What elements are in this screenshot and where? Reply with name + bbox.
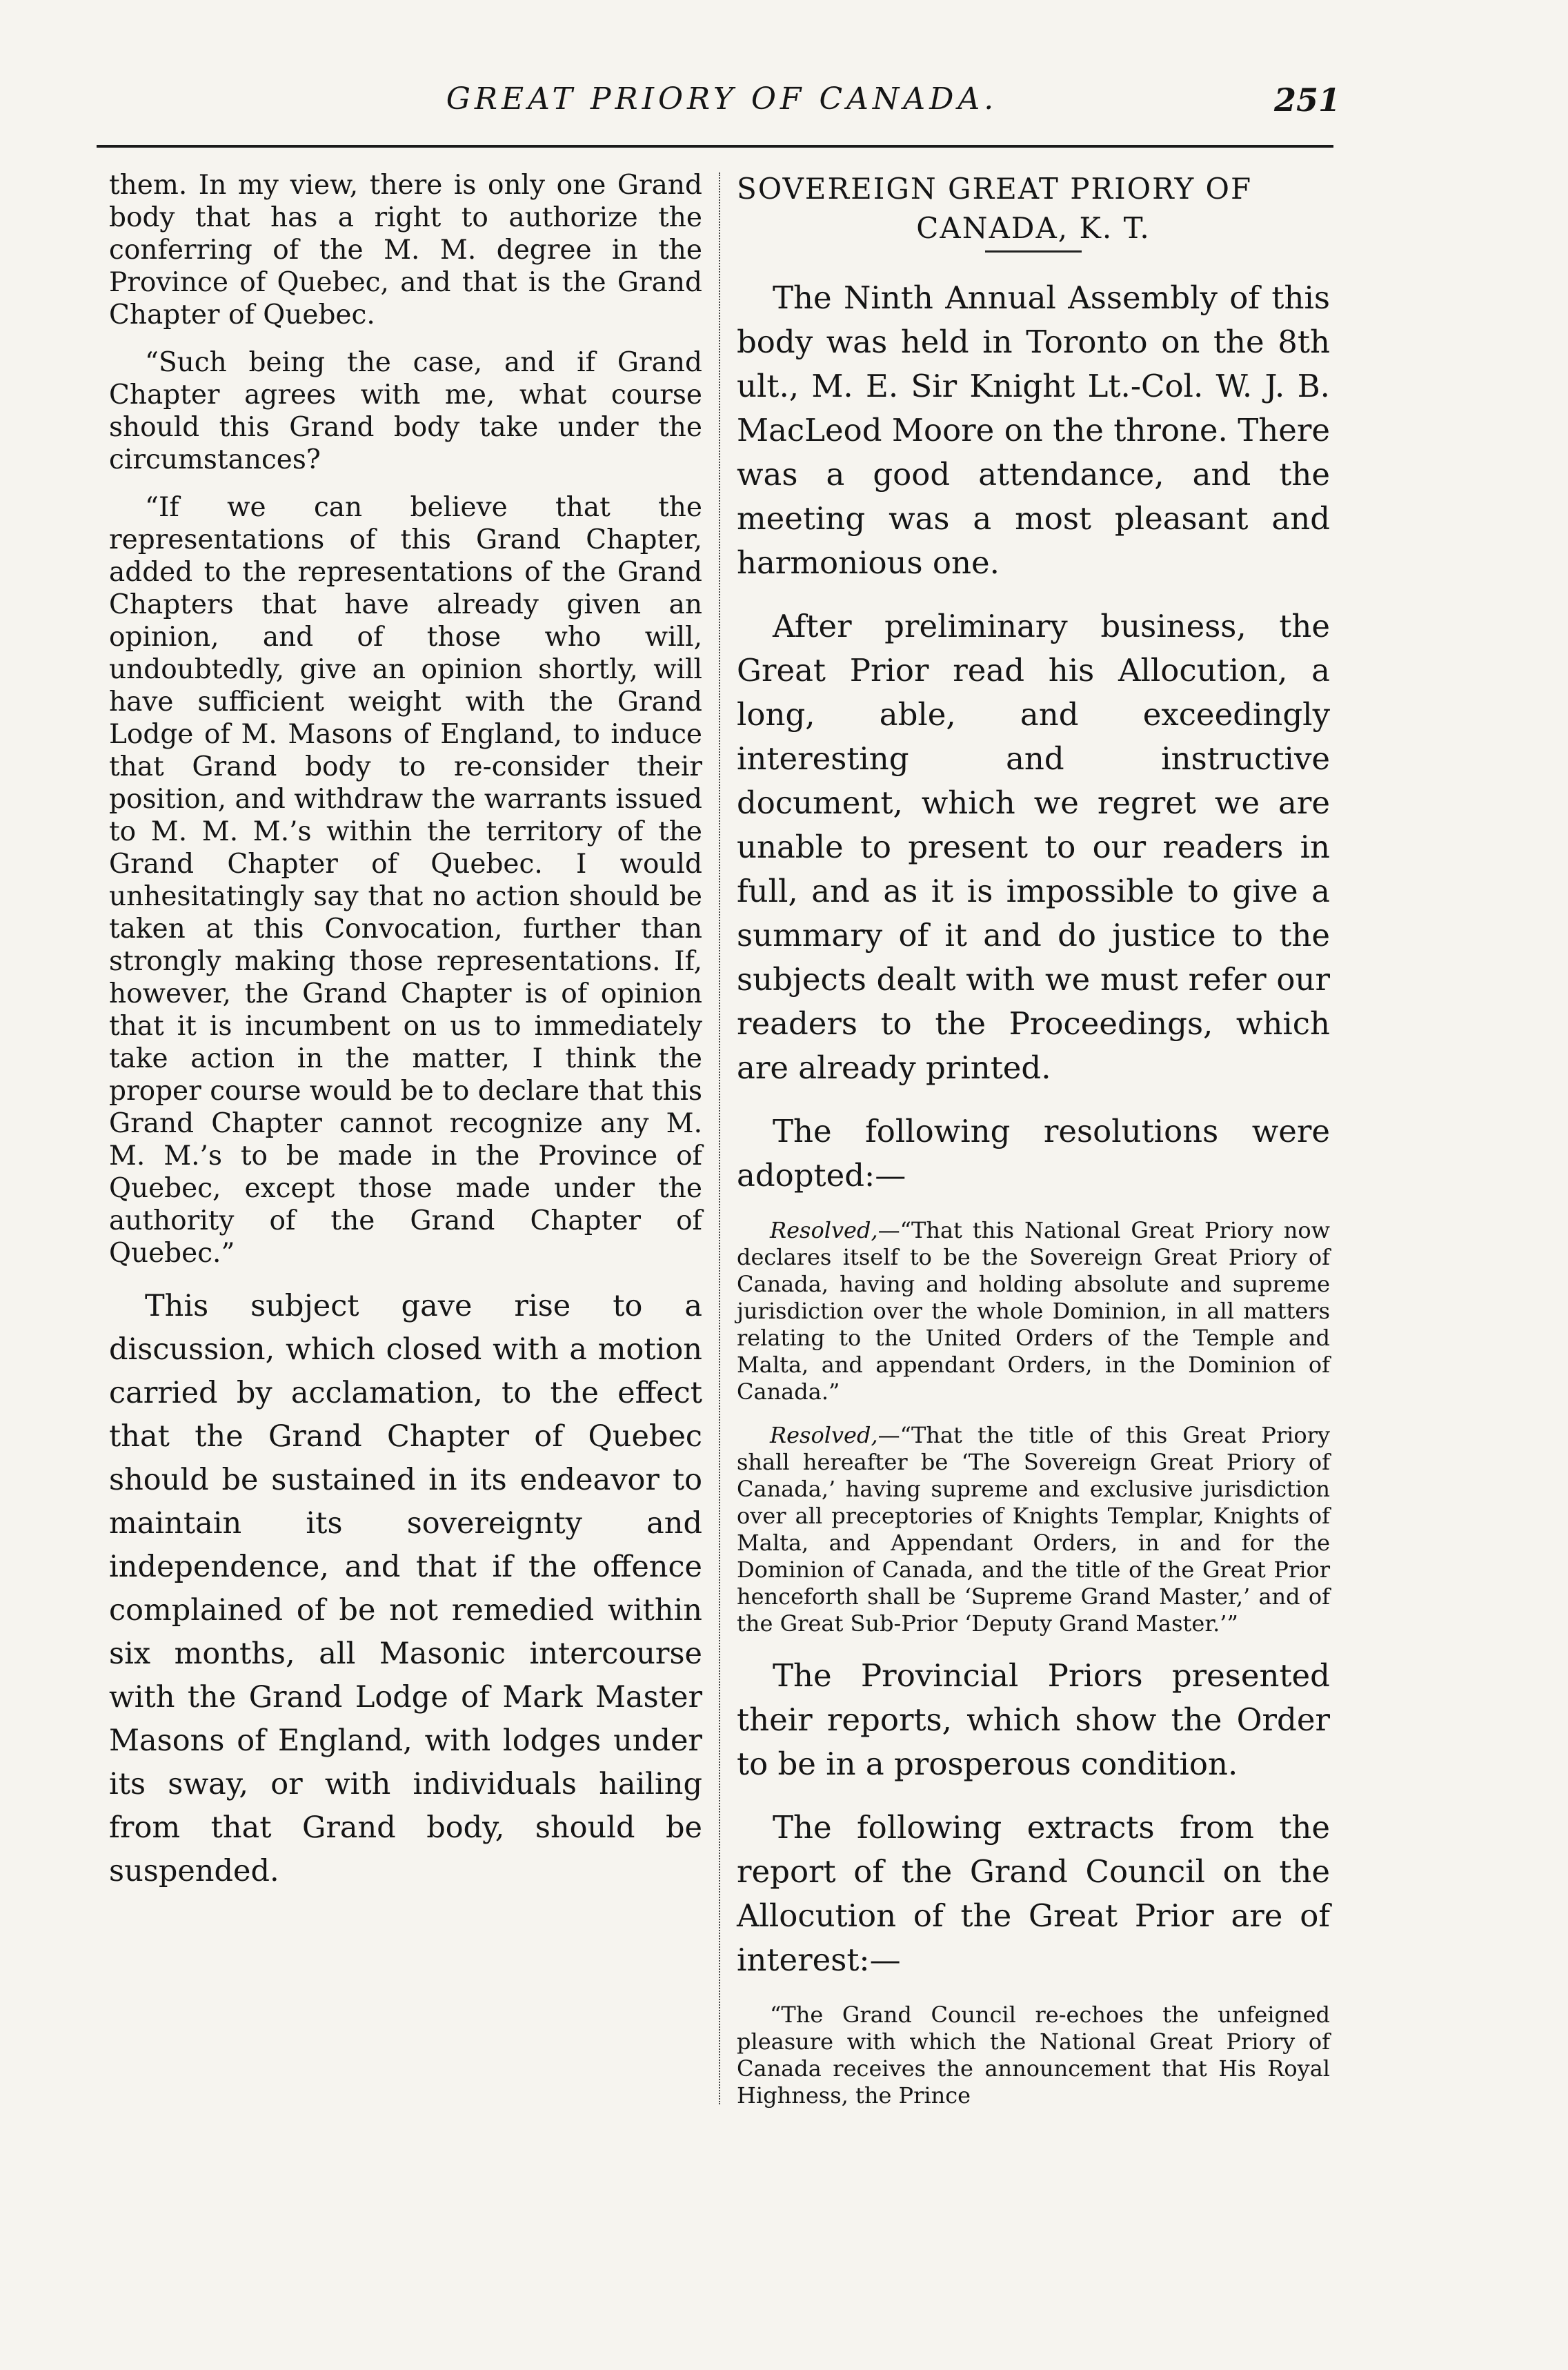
left-paragraph-1: them. In my view, there is only one Grand body that has a right to authorize the conferring of the M. M. degree in the Province of Quebec, and that is the Grand Chapter of Quebec.	[109, 170, 702, 330]
resolution-2	[737, 1422, 1330, 1637]
section-heading-line2: CANADA, K. T.	[916, 211, 1151, 245]
right-paragraph-3: The following resolutions were adopted:—	[737, 1113, 1330, 1194]
resolution-1-label: Resolved,	[770, 1217, 878, 1243]
left-paragraph-4: This subject gave rise to a discussion, which closed with a motion carried by acclamation, to the effect that the Grand Chapter of Quebec should be sustained in its endeavor to maintain its sovereignty and independence, and that if the offence complained of be not remedied within six months, all Masonic intercourse with the Grand Lodge of Mark Master Masons of England, with lodges under its sway, or with individuals hailing from that Grand body, should be suspended.	[109, 1289, 702, 1888]
resolution-1-text: —“That this National Great Priory now declares itself to be the Sovereign Great Priory of Canada, having and holding absolute and supreme jurisdiction over the whole Dominion, in all matters relating to the United Orders of the Temple and Malta, and appendant Orders, in the Dominion of Canada.”	[737, 1217, 1330, 1405]
right-body-2	[737, 1654, 1330, 1982]
header-rule	[97, 145, 1333, 148]
right-paragraph-1: The Ninth Annual Assembly of this body was held in Toronto on the 8th ult., M. E. Sir Knight Lt.-Col. W. J. B. MacLeod Moore on the throne. There was a good attendance, and the meeting was a most pleasant and harmonious one.	[737, 279, 1330, 581]
right-paragraph-2: After preliminary business, the Great Prior read his Allocution, a long, able, and exceedingly interesting and instructive document, which we regret we are unable to present to our readers in full, and as it is impossible to give a summary of it and do justice to the subjects dealt with we must refer our readers to the Proceedings, which are already printed.	[737, 608, 1330, 1086]
section-heading-line1: SOVEREIGN GREAT PRIORY OF	[737, 172, 1253, 206]
resolution-1	[737, 1217, 1330, 1405]
page-number: 251	[1273, 81, 1340, 119]
resolution-2-label: Resolved,	[770, 1422, 878, 1448]
right-body	[737, 276, 1330, 1198]
running-title: GREAT PRIORY OF CANADA.	[446, 81, 998, 117]
quoted-extract	[737, 2002, 1330, 2109]
quote-paragraph: “The Grand Council re-echoes the unfeigned pleasure with which the National Great Priory of Canada receives the announcement that His Royal Highness, the Prince	[737, 2002, 1330, 2109]
left-paragraph-3: “If we can believe that the representations of this Grand Chapter, added to the representations of the Grand Chapters that have already given an opinion, and of those who will, undoubtedly, give an opinion shortly, will have sufficient weight with the Grand Lodge of M. Masons of England, to induce that Grand body to re-consider their position, and withdraw the warrants issued to M. M. M.’s within the territory of the Grand Chapter of Quebec. I would unhesitatingly say that no action should be taken at this Convocation, further than strongly making those representations. If, however, the Grand Chapter is of opinion that it is incumbent on us to immediately take action in the matter, I think the proper course would be to declare that this Grand Chapter cannot recognize any M. M. M.’s to be made in the Province of Quebec, except those made under the authority of the Grand Chapter of Quebec.”	[109, 492, 702, 1269]
resolution-2-text: —“That the title of this Great Priory shall hereafter be ‘The Sovereign Great Priory of Canada,’ having supreme and exclusive jurisdiction over all preceptories of Knights Templar, Knights of Malta, and Appendant Orders, in and for the Dominion of Canada, and the title of the Great Prior henceforth shall be ‘Supreme Grand Master,’ and of the Great Sub-Prior ‘Deputy Grand Master.’”	[737, 1422, 1330, 1637]
left-column	[109, 169, 702, 1908]
right-column	[737, 169, 1330, 2126]
resolutions	[737, 1217, 1330, 1637]
heading-dash	[985, 250, 1082, 253]
right-paragraph-4: The Provincial Priors presented their reports, which show the Order to be in a prosperous condition.	[737, 1657, 1330, 1782]
right-paragraph-5: The following extracts from the report of the Grand Council on the Allocution of the Great Prior are of interest:—	[737, 1809, 1330, 1978]
left-paragraph-2: “Such being the case, and if Grand Chapter agrees with me, what course should this Grand body take under the circumstances?	[109, 347, 702, 475]
running-head	[103, 81, 1340, 130]
column-divider	[719, 172, 720, 2104]
